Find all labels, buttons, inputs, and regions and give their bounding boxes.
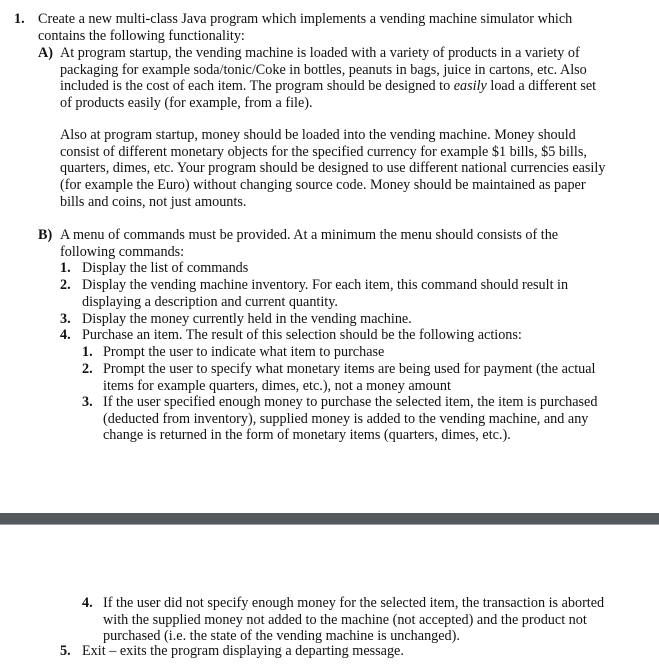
purchase-step-4-number: 4.: [82, 595, 93, 611]
page-break-divider: [0, 513, 659, 524]
part-a-paragraph-2: Also at program startup, money should be loaded into the vending machine. Money should consist of different monetary objects for the specified currency for example $1 bills, $5 bills, quarters, dimes, etc. Your program should be designed to use different national currencies easily (for example the Euro) without changing source code. Money should be maintained as paper bills and coins, not just amounts.: [60, 127, 606, 210]
part-a-paragraph-1: [60, 45, 610, 112]
command-5-text: Exit – exits the program displaying a departing message.: [82, 643, 404, 659]
command-3-number: 3.: [60, 311, 71, 327]
part-a-label: A): [38, 45, 53, 61]
command-4-text: Purchase an item. The result of this selection should be the following actions:: [82, 327, 522, 343]
command-3-text: Display the money currently held in the vending machine.: [82, 311, 412, 327]
command-2-text: Display the vending machine inventory. For each item, this command should result in displaying a description and current quantity.: [82, 277, 569, 310]
part-a-paragraph-1-start: At program startup, the vending machine is loaded with a variety of products in a variety of packaging for example soda/tonic/Coke in bottles, peanuts in bags, juice in cartons, etc. Also included is the cost of each item. The program should be designed to: [60, 45, 587, 95]
purchase-step-3-number: 3.: [82, 394, 93, 410]
command-1-text: Display the list of commands: [82, 260, 249, 276]
item-1-text: Create a new multi-class Java program which implements a vending machine simulator which contains the following functionality:: [38, 11, 573, 44]
purchase-step-3-text: If the user specified enough money to purchase the selected item, the item is purchased (deducted from inventory), supplied money is added to the vending machine, and any change is returned in the form of monetary items (quarters, dimes, etc.).: [103, 394, 598, 444]
part-a-paragraph-1-end: load a different set of products easily (for example, from a file).: [60, 78, 597, 112]
item-1-number: 1.: [14, 11, 25, 27]
purchase-step-1-number: 1.: [82, 344, 93, 360]
purchase-step-2-number: 2.: [82, 361, 93, 377]
command-4-number: 4.: [60, 327, 71, 343]
part-b-intro: A menu of commands must be provided. At a minimum the menu should consists of the following commands:: [60, 227, 559, 260]
purchase-step-4-text: If the user did not specify enough money for the selected item, the transaction is aborted with the supplied money not added to the machine (not accepted) and the product not purchased (i.e. the state of the vending machine is unchanged).: [103, 595, 605, 645]
command-1-number: 1.: [60, 260, 71, 276]
purchase-step-1-text: Prompt the user to indicate what item to purchase: [103, 344, 385, 360]
purchase-step-2-text: Prompt the user to specify what monetary items are being used for payment (the actual items for example quarters, dimes, etc.), not a money amount: [103, 361, 596, 394]
command-5-number: 5.: [60, 643, 71, 659]
command-2-number: 2.: [60, 277, 71, 293]
part-b-label: B): [38, 227, 53, 243]
part-a-paragraph-1-emphasis: easily: [453, 78, 487, 95]
